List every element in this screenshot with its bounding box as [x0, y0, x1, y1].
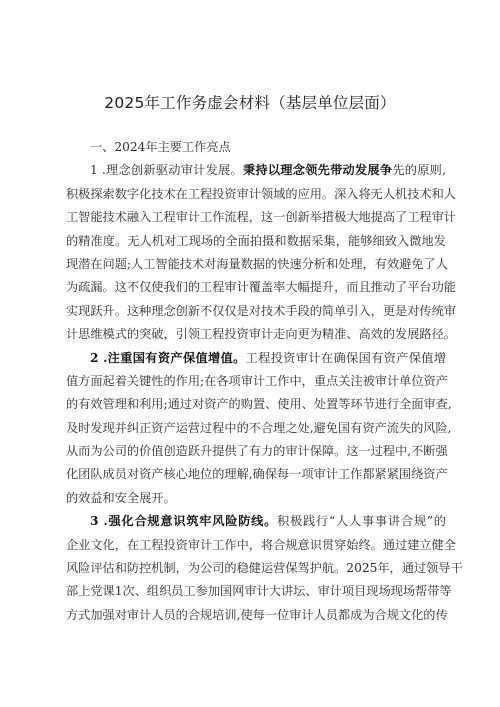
- paragraph-1-lead: 1 .理念创新驱动审计发展。: [90, 163, 243, 178]
- paragraph-2-line-7: 的效益和安全展开。: [66, 490, 176, 505]
- paragraph-2-line-6: 化团队成员对资产核心地位的理解,确保每一项审计工作都紧紧围绕资产: [66, 467, 448, 482]
- paragraph-1-line-6: 为疏漏。这不仅使我们的工程审计覆盖率大幅提升，而且推动了平台功能: [66, 280, 456, 295]
- paragraph-3-lead: 3 .强化合规意识筑牢风险防线。: [90, 514, 278, 529]
- paragraph-3-line-3: 风险评估和防控机制，为公司的稳健运营保驾护航。2025年，通过领导干: [66, 561, 463, 576]
- paragraph-1-line-5: 现潜在问题;人工智能技术对海量数据的快速分析和处理，有效避免了人: [66, 256, 448, 271]
- paragraph-3-line-1-rest: 积极践行“人人事事讲合规”的: [277, 514, 446, 529]
- paragraph-1-line-3: 工智能技术融入工程审计工作流程，这一创新举措极大地提高了工程审计: [66, 210, 456, 225]
- paragraph-1-line-2: 积极探索数字化技术在工程投资审计领域的应用。深入将无人机技术和人: [66, 186, 456, 201]
- paragraph-1-line-1-rest: 先的原则,: [392, 163, 446, 178]
- paragraph-1-line-4: 的精准度。无人机对工现场的全面拍摄和数据采集，能够细致入微地发: [66, 233, 446, 248]
- paragraph-3-line-2: 企业文化，在工程投资审计工作中，将合规意识贯穿始终。通过建立健全: [66, 537, 456, 552]
- paragraph-2-line-2: 值方面起着关键性的作用;在各项审计工作中，重点关注被审计单位资产: [66, 373, 448, 388]
- document-title: 2025年工作务虚会材料（基层单位层面）: [104, 94, 396, 112]
- document-body: [66, 136, 463, 627]
- paragraph-2-line-1-rest: 工程投资审计在确保国有资产保值增: [245, 350, 447, 365]
- paragraph-2-lead: 2 .注重国有资产保值增值。: [90, 350, 246, 365]
- paragraph-2-line-3: 的有效管理和利用;通过对资产的购置、使用、处置等环节进行全面审查,: [66, 397, 452, 412]
- paragraph-3-line-4: 部上党课1次、组织员工参加国网审计大讲坛、审计项目现场现场帮带等: [66, 584, 452, 599]
- paragraph-2-line-1: [66, 347, 446, 370]
- paragraph-1-line-8: 计思维模式的突破，引领工程投资审计走向更为精准、高效的发展路径。: [66, 327, 456, 342]
- paragraph-2-line-5: 从而为公司的价值创造跃升提供了有力的审计保障。这一过程中,不断强: [66, 444, 448, 459]
- paragraph-3-line-1: [66, 510, 446, 533]
- paragraph-1-line-1: [66, 159, 446, 182]
- paragraph-1-lead-emphasis: 秉持以理念领先带动发展争: [242, 163, 393, 178]
- section-heading: 一、2024年主要工作亮点: [90, 140, 231, 154]
- paragraph-1-line-7: 实现跃升。这种理念创新不仅仅是对技术手段的简单引入，更是对传统审: [66, 303, 456, 318]
- paragraph-3-line-5: 方式加强对审计人员的合规培训,使每一位审计人员都成为合规文化的传: [66, 607, 448, 622]
- paragraph-2-line-4: 及时发现并纠正资产运营过程中的不合理之处,避免国有资产流失的风险,: [66, 420, 452, 435]
